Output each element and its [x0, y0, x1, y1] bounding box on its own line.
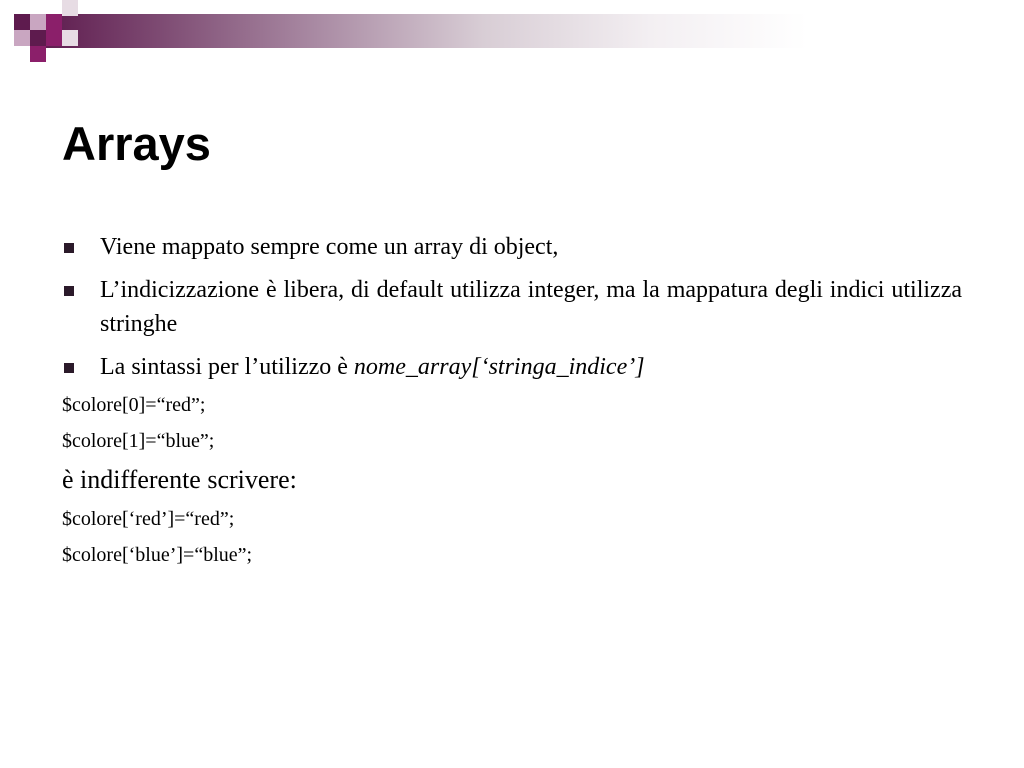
- decorative-square: [30, 30, 46, 46]
- bullet-list: [62, 230, 962, 384]
- decorative-square: [46, 14, 62, 30]
- bullet-item: [62, 230, 962, 264]
- syntax-emphasis: nome_array[‘stringa_indice’]: [353, 354, 645, 380]
- slide-body: [62, 230, 962, 579]
- slide-title: Arrays: [62, 117, 211, 170]
- decorative-square: [62, 0, 78, 16]
- bullet-item: [62, 350, 962, 384]
- square-bullet-icon: [64, 243, 74, 253]
- decorative-square: [30, 14, 46, 30]
- code-line: $colore[‘blue’]=“blue”;: [62, 544, 253, 566]
- bullet-text: La sintassi per l’utilizzo è: [100, 354, 354, 380]
- decorative-square: [62, 30, 78, 46]
- decorative-square: [30, 46, 46, 62]
- decorative-square: [14, 30, 30, 46]
- text-line: è indifferente scrivere:: [62, 465, 297, 494]
- square-bullet-icon: [64, 363, 74, 373]
- bullet-text: L’indicizzazione è libera, di default utilizza integer, ma la mappatura degli indici utilizza stringhe: [100, 277, 962, 337]
- code-line: $colore[1]=“blue”;: [62, 430, 215, 452]
- bullet-item: [62, 273, 962, 341]
- code-line: $colore[0]=“red”;: [62, 394, 206, 416]
- header-decoration: [0, 0, 1024, 62]
- code-line: $colore[‘red’]=“red”;: [62, 508, 235, 530]
- header-gradient-bar: [40, 14, 1024, 48]
- decorative-square: [14, 14, 30, 30]
- bullet-text: Viene mappato sempre come un array di object,: [100, 234, 559, 260]
- square-bullet-icon: [64, 286, 74, 296]
- decorative-square: [46, 30, 62, 46]
